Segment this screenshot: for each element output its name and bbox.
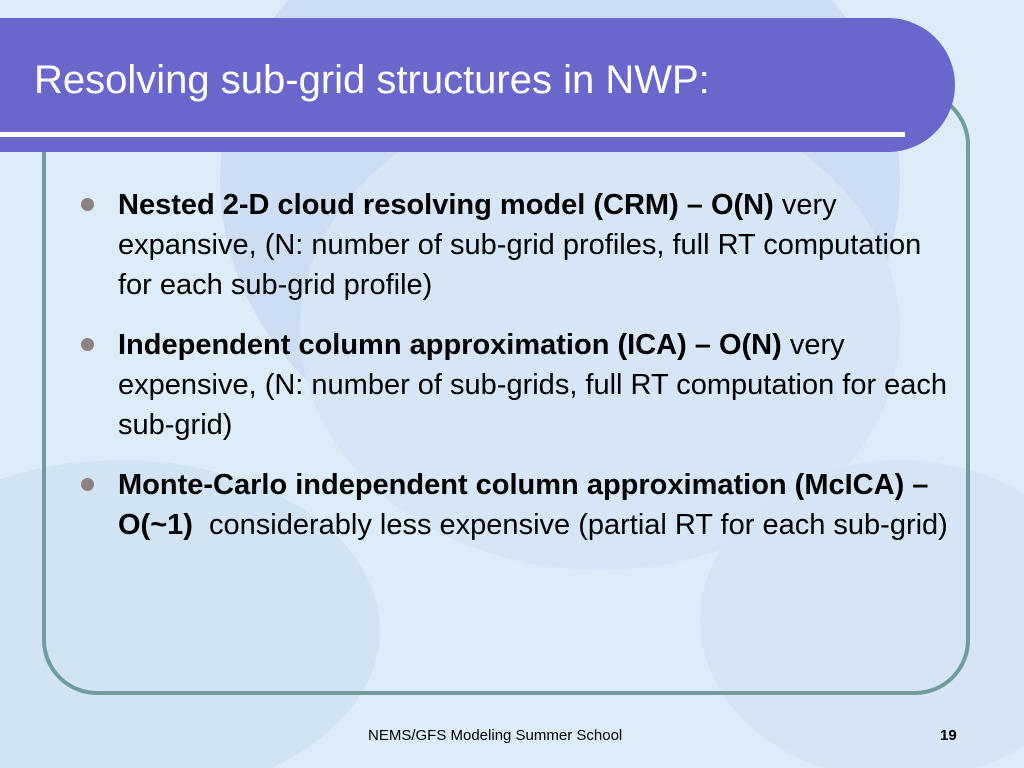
bullet-dot-icon bbox=[81, 338, 94, 351]
bullet-dot-icon bbox=[81, 198, 94, 211]
footer bbox=[0, 727, 1024, 747]
bullet-heading: Nested 2-D cloud resolving model (CRM) – O(N) bbox=[118, 189, 774, 221]
bullet-item bbox=[72, 325, 952, 445]
page-number: 19 bbox=[940, 727, 957, 744]
bullet-list bbox=[72, 185, 952, 565]
bullet-heading: Independent column approximation (ICA) – O(N) bbox=[118, 329, 782, 361]
title-underline bbox=[0, 132, 905, 137]
bullet-dot-icon bbox=[81, 478, 94, 491]
bullet-item bbox=[72, 185, 952, 305]
bullet-heading: Monte-Carlo independent column approximation (McICA) – O(~1) bbox=[118, 469, 929, 541]
bullet-item bbox=[72, 465, 952, 545]
bullet-text: very expansive, (N: number of sub-grid profiles, full RT computation for each sub-grid profile) bbox=[118, 189, 922, 301]
bullet-text: very expensive, (N: number of sub-grids, full RT computation for each sub-grid) bbox=[118, 329, 948, 441]
bullet-text: considerably less expensive (partial RT for each sub-grid) bbox=[192, 509, 948, 541]
footer-text: NEMS/GFS Modeling Summer School bbox=[368, 727, 623, 744]
slide-title: Resolving sub-grid structures in NWP: bbox=[34, 58, 710, 102]
